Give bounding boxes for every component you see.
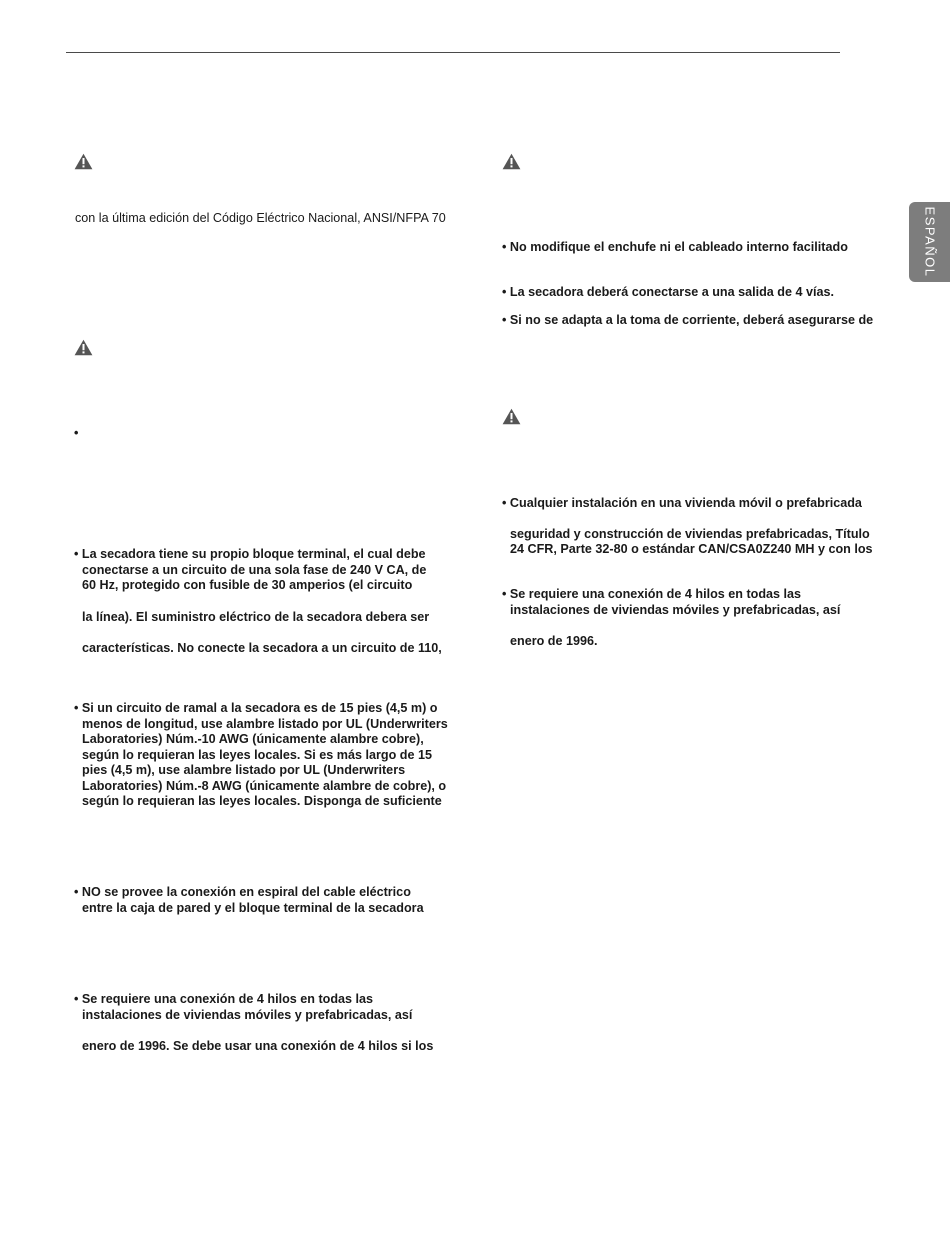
terminal-block-line-5: características. No conecte la secadora a un circuito de 110, bbox=[82, 641, 442, 655]
terminal-block-line-2: conectarse a un circuito de una sola fase de 240 V CA, de bbox=[82, 563, 427, 577]
branch-circuit-line-2: menos de longitud, use alambre listado por UL (Underwriters bbox=[82, 717, 448, 731]
warning-triangle-icon bbox=[502, 153, 521, 170]
branch-circuit-line-4: según lo requieran las leyes locales. Si es más largo de 15 bbox=[82, 748, 432, 762]
socket-requirement: • Si no se adapta a la toma de corriente, deberá asegurarse de bbox=[502, 313, 874, 327]
intro-text: con la última edición del Código Eléctrico Nacional, ANSI/NFPA 70 bbox=[75, 211, 446, 225]
plug-warning: • No modifique el enchufe ni el cableado interno facilitado bbox=[502, 240, 848, 254]
header-rule bbox=[66, 52, 840, 53]
warning-triangle-icon bbox=[74, 339, 93, 356]
spiral-cable-line-1: • NO se provee la conexión en espiral del cable eléctrico bbox=[74, 885, 411, 899]
branch-circuit-line-5: pies (4,5 m), use alambre listado por UL (Underwriters bbox=[82, 763, 406, 777]
language-tab-label: ESPAÑOL bbox=[922, 206, 937, 278]
warning-triangle-icon bbox=[502, 408, 521, 425]
four-wire-right-line-1: • Se requiere una conexión de 4 hilos en todas las bbox=[502, 587, 802, 601]
terminal-block-line-4: la línea). El suministro eléctrico de la secadora debera ser bbox=[82, 610, 430, 624]
terminal-block-line-1: • La secadora tiene su propio bloque terminal, el cual debe bbox=[74, 547, 426, 561]
four-wire-left-line-1: • Se requiere una conexión de 4 hilos en todas las bbox=[74, 992, 374, 1006]
terminal-block-line-3: 60 Hz, protegido con fusible de 30 amperios (el circuito bbox=[82, 578, 413, 592]
four-wire-right-line-2: instalaciones de viviendas móviles y prefabricadas, así bbox=[510, 603, 841, 617]
empty-bullet: • bbox=[74, 426, 79, 440]
mobile-home-line-2: seguridad y construcción de viviendas prefabricadas, Título bbox=[510, 527, 870, 541]
four-wire-left-line-3: enero de 1996. Se debe usar una conexión de 4 hilos si los bbox=[82, 1039, 434, 1053]
branch-circuit-line-6: Laboratories) Núm.-8 AWG (únicamente alambre de cobre), o bbox=[82, 779, 447, 793]
spiral-cable-line-2: entre la caja de pared y el bloque terminal de la secadora bbox=[82, 901, 424, 915]
four-wire-right-line-3: enero de 1996. bbox=[510, 634, 598, 648]
branch-circuit-line-3: Laboratories) Núm.-10 AWG (únicamente alambre cobre), bbox=[82, 732, 424, 746]
four-wire-left-line-2: instalaciones de viviendas móviles y prefabricadas, así bbox=[82, 1008, 413, 1022]
warning-triangle-icon bbox=[74, 153, 93, 170]
mobile-home-line-3: 24 CFR, Parte 32-80 o estándar CAN/CSA0Z240 MH y con los bbox=[510, 542, 873, 556]
branch-circuit-line-7: según lo requieran las leyes locales. Disponga de suficiente bbox=[82, 794, 442, 808]
language-tab bbox=[909, 202, 950, 282]
branch-circuit-line-1: • Si un circuito de ramal a la secadora es de 15 pies (4,5 m) o bbox=[74, 701, 438, 715]
outlet-requirement: • La secadora deberá conectarse a una salida de 4 vías. bbox=[502, 285, 835, 299]
mobile-home-line-1: • Cualquier instalación en una vivienda móvil o prefabricada bbox=[502, 496, 862, 510]
